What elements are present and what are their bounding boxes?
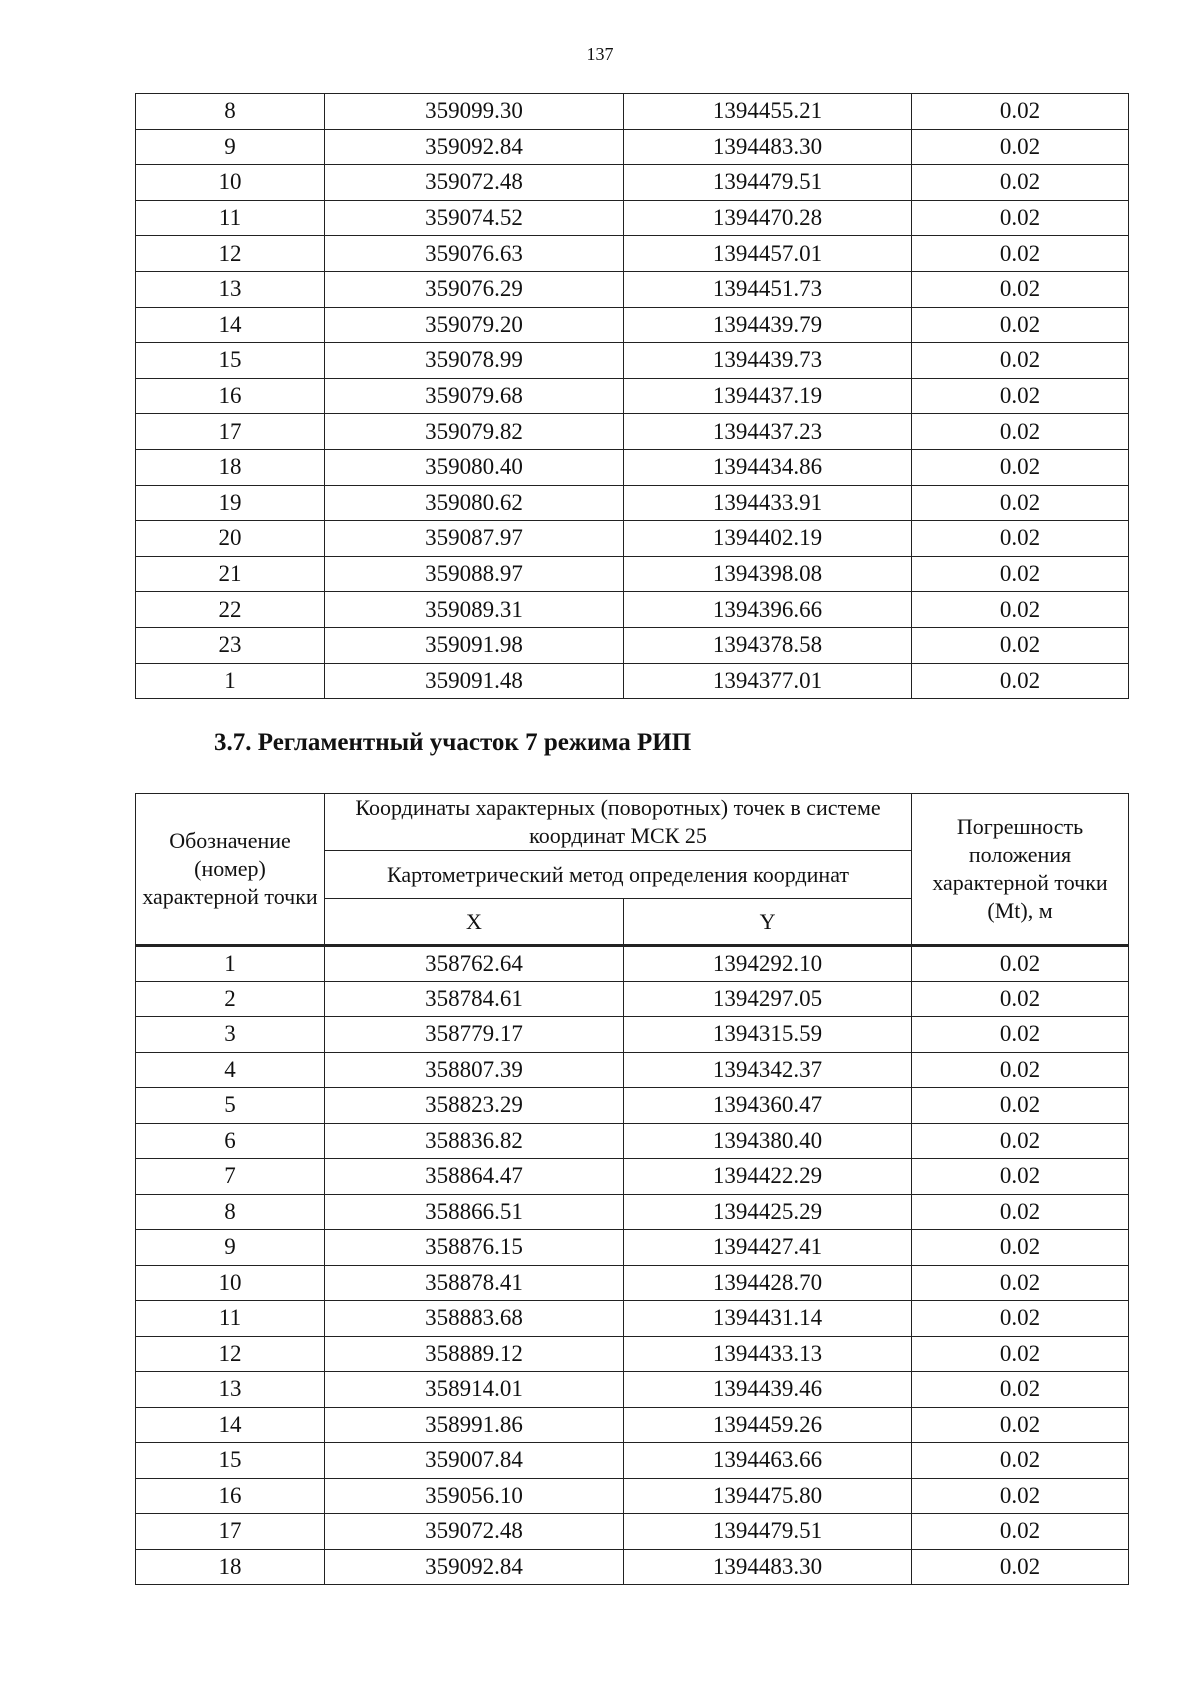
point-number-cell: 17: [136, 1514, 325, 1550]
y-coordinate-cell: 1394437.19: [624, 378, 912, 414]
y-coordinate-cell: 1394315.59: [624, 1017, 912, 1053]
table-row: [136, 307, 1129, 343]
x-coordinate-cell: 359088.97: [325, 556, 624, 592]
position-error-cell: 0.02: [912, 129, 1129, 165]
x-coordinate-cell: 359092.84: [325, 1549, 624, 1585]
header-coordinates-group: Координаты характерных (поворотных) точек в системе координат МСК 25: [325, 794, 912, 851]
point-number-cell: 6: [136, 1123, 325, 1159]
y-coordinate-cell: 1394475.80: [624, 1478, 912, 1514]
y-coordinate-cell: 1394342.37: [624, 1052, 912, 1088]
point-number-cell: 2: [136, 981, 325, 1017]
position-error-cell: 0.02: [912, 1017, 1129, 1053]
table-row: [136, 556, 1129, 592]
table-row: [136, 1443, 1129, 1479]
x-coordinate-cell: 358807.39: [325, 1052, 624, 1088]
y-coordinate-cell: 1394470.28: [624, 200, 912, 236]
point-number-cell: 1: [136, 946, 325, 982]
point-number-cell: 11: [136, 1301, 325, 1337]
table-row: [136, 1052, 1129, 1088]
position-error-cell: 0.02: [912, 1123, 1129, 1159]
point-number-cell: 10: [136, 1265, 325, 1301]
y-coordinate-cell: 1394402.19: [624, 521, 912, 557]
coordinates-table-plot-7: [135, 793, 1129, 1585]
position-error-cell: 0.02: [912, 1407, 1129, 1443]
y-coordinate-cell: 1394483.30: [624, 1549, 912, 1585]
header-x: X: [325, 899, 624, 946]
table-row: [136, 1017, 1129, 1053]
y-coordinate-cell: 1394422.29: [624, 1159, 912, 1195]
point-number-cell: 3: [136, 1017, 325, 1053]
x-coordinate-cell: 359092.84: [325, 129, 624, 165]
position-error-cell: 0.02: [912, 271, 1129, 307]
point-number-cell: 7: [136, 1159, 325, 1195]
position-error-cell: 0.02: [912, 1336, 1129, 1372]
x-coordinate-cell: 359076.63: [325, 236, 624, 272]
position-error-cell: 0.02: [912, 236, 1129, 272]
point-number-cell: 4: [136, 1052, 325, 1088]
point-number-cell: 14: [136, 1407, 325, 1443]
x-coordinate-cell: 359056.10: [325, 1478, 624, 1514]
position-error-cell: 0.02: [912, 663, 1129, 699]
position-error-cell: 0.02: [912, 378, 1129, 414]
x-coordinate-cell: 359079.82: [325, 414, 624, 450]
x-coordinate-cell: 359089.31: [325, 592, 624, 628]
y-coordinate-cell: 1394457.01: [624, 236, 912, 272]
position-error-cell: 0.02: [912, 1301, 1129, 1337]
x-coordinate-cell: 358762.64: [325, 946, 624, 982]
y-coordinate-cell: 1394437.23: [624, 414, 912, 450]
y-coordinate-cell: 1394377.01: [624, 663, 912, 699]
y-coordinate-cell: 1394427.41: [624, 1230, 912, 1266]
table-row: [136, 1336, 1129, 1372]
y-coordinate-cell: 1394463.66: [624, 1443, 912, 1479]
point-number-cell: 22: [136, 592, 325, 628]
point-number-cell: 8: [136, 94, 325, 130]
x-coordinate-cell: 359080.62: [325, 485, 624, 521]
x-coordinate-cell: 358864.47: [325, 1159, 624, 1195]
position-error-cell: 0.02: [912, 946, 1129, 982]
point-number-cell: 18: [136, 1549, 325, 1585]
x-coordinate-cell: 359080.40: [325, 449, 624, 485]
y-coordinate-cell: 1394483.30: [624, 129, 912, 165]
table-row: [136, 236, 1129, 272]
point-number-cell: 18: [136, 449, 325, 485]
y-coordinate-cell: 1394439.79: [624, 307, 912, 343]
y-coordinate-cell: 1394428.70: [624, 1265, 912, 1301]
y-coordinate-cell: 1394479.51: [624, 165, 912, 201]
table-row: [136, 1301, 1129, 1337]
y-coordinate-cell: 1394380.40: [624, 1123, 912, 1159]
point-number-cell: 12: [136, 236, 325, 272]
table2-header: [136, 794, 1129, 946]
y-coordinate-cell: 1394455.21: [624, 94, 912, 130]
position-error-cell: 0.02: [912, 981, 1129, 1017]
point-number-cell: 12: [136, 1336, 325, 1372]
position-error-cell: 0.02: [912, 1230, 1129, 1266]
y-coordinate-cell: 1394398.08: [624, 556, 912, 592]
point-number-cell: 23: [136, 627, 325, 663]
table-row: [136, 1088, 1129, 1124]
point-number-cell: 11: [136, 200, 325, 236]
y-coordinate-cell: 1394297.05: [624, 981, 912, 1017]
table-row: [136, 94, 1129, 130]
table-row: [136, 378, 1129, 414]
position-error-cell: 0.02: [912, 1372, 1129, 1408]
position-error-cell: 0.02: [912, 1443, 1129, 1479]
table-row: [136, 981, 1129, 1017]
position-error-cell: 0.02: [912, 592, 1129, 628]
position-error-cell: 0.02: [912, 521, 1129, 557]
table-row: [136, 485, 1129, 521]
y-coordinate-cell: 1394439.46: [624, 1372, 912, 1408]
x-coordinate-cell: 358914.01: [325, 1372, 624, 1408]
table-row: [136, 129, 1129, 165]
position-error-cell: 0.02: [912, 1514, 1129, 1550]
table-row: [136, 592, 1129, 628]
point-number-cell: 13: [136, 1372, 325, 1408]
table-row: [136, 271, 1129, 307]
x-coordinate-cell: 359087.97: [325, 521, 624, 557]
point-number-cell: 9: [136, 1230, 325, 1266]
position-error-cell: 0.02: [912, 1088, 1129, 1124]
position-error-cell: 0.02: [912, 307, 1129, 343]
point-number-cell: 21: [136, 556, 325, 592]
position-error-cell: 0.02: [912, 1265, 1129, 1301]
header-y: Y: [624, 899, 912, 946]
y-coordinate-cell: 1394396.66: [624, 592, 912, 628]
point-number-cell: 9: [136, 129, 325, 165]
table-row: [136, 1123, 1129, 1159]
table-row: [136, 449, 1129, 485]
point-number-cell: 5: [136, 1088, 325, 1124]
page-number: 137: [586, 44, 614, 64]
position-error-cell: 0.02: [912, 556, 1129, 592]
point-number-cell: 10: [136, 165, 325, 201]
header-position-error: Погрешность положения характерной точки (Mt), м: [912, 794, 1129, 946]
x-coordinate-cell: 359079.68: [325, 378, 624, 414]
table-row: [136, 1194, 1129, 1230]
table-row: [136, 1372, 1129, 1408]
table-row: [136, 1230, 1129, 1266]
position-error-cell: 0.02: [912, 1159, 1129, 1195]
table-row: [136, 1265, 1129, 1301]
x-coordinate-cell: 359074.52: [325, 200, 624, 236]
position-error-cell: 0.02: [912, 449, 1129, 485]
x-coordinate-cell: 359099.30: [325, 94, 624, 130]
position-error-cell: 0.02: [912, 1194, 1129, 1230]
table-row: [136, 1514, 1129, 1550]
table-row: [136, 1407, 1129, 1443]
y-coordinate-cell: 1394434.86: [624, 449, 912, 485]
point-number-cell: 14: [136, 307, 325, 343]
table-row: [136, 1549, 1129, 1585]
x-coordinate-cell: 358883.68: [325, 1301, 624, 1337]
table-row: [136, 946, 1129, 982]
x-coordinate-cell: 359078.99: [325, 343, 624, 379]
x-coordinate-cell: 359091.48: [325, 663, 624, 699]
table-row: [136, 627, 1129, 663]
position-error-cell: 0.02: [912, 485, 1129, 521]
x-coordinate-cell: 358876.15: [325, 1230, 624, 1266]
position-error-cell: 0.02: [912, 627, 1129, 663]
position-error-cell: 0.02: [912, 414, 1129, 450]
point-number-cell: 15: [136, 343, 325, 379]
x-coordinate-cell: 358836.82: [325, 1123, 624, 1159]
x-coordinate-cell: 359072.48: [325, 165, 624, 201]
position-error-cell: 0.02: [912, 94, 1129, 130]
y-coordinate-cell: 1394479.51: [624, 1514, 912, 1550]
table1-body: [136, 94, 1129, 699]
x-coordinate-cell: 358889.12: [325, 1336, 624, 1372]
table-row: [136, 663, 1129, 699]
x-coordinate-cell: 358784.61: [325, 981, 624, 1017]
x-coordinate-cell: 358823.29: [325, 1088, 624, 1124]
table-row: [136, 200, 1129, 236]
y-coordinate-cell: 1394433.91: [624, 485, 912, 521]
y-coordinate-cell: 1394433.13: [624, 1336, 912, 1372]
point-number-cell: 16: [136, 1478, 325, 1514]
point-number-cell: 17: [136, 414, 325, 450]
position-error-cell: 0.02: [912, 200, 1129, 236]
position-error-cell: 0.02: [912, 1549, 1129, 1585]
table2-body: [136, 946, 1129, 1585]
point-number-cell: 16: [136, 378, 325, 414]
point-number-cell: 19: [136, 485, 325, 521]
x-coordinate-cell: 359079.20: [325, 307, 624, 343]
x-coordinate-cell: 358878.41: [325, 1265, 624, 1301]
y-coordinate-cell: 1394425.29: [624, 1194, 912, 1230]
y-coordinate-cell: 1394431.14: [624, 1301, 912, 1337]
y-coordinate-cell: 1394451.73: [624, 271, 912, 307]
position-error-cell: 0.02: [912, 343, 1129, 379]
coordinates-table-continued: [135, 93, 1129, 699]
y-coordinate-cell: 1394459.26: [624, 1407, 912, 1443]
y-coordinate-cell: 1394378.58: [624, 627, 912, 663]
x-coordinate-cell: 358779.17: [325, 1017, 624, 1053]
header-point-designation: Обозначение (номер) характерной точки: [136, 794, 325, 946]
x-coordinate-cell: 359091.98: [325, 627, 624, 663]
y-coordinate-cell: 1394292.10: [624, 946, 912, 982]
y-coordinate-cell: 1394360.47: [624, 1088, 912, 1124]
position-error-cell: 0.02: [912, 165, 1129, 201]
section-heading: 3.7. Регламентный участок 7 режима РИП: [214, 729, 692, 756]
position-error-cell: 0.02: [912, 1052, 1129, 1088]
header-method: Картометрический метод определения координат: [325, 851, 912, 899]
table-row: [136, 165, 1129, 201]
x-coordinate-cell: 359072.48: [325, 1514, 624, 1550]
point-number-cell: 20: [136, 521, 325, 557]
table-row: [136, 343, 1129, 379]
table-row: [136, 1159, 1129, 1195]
point-number-cell: 15: [136, 1443, 325, 1479]
point-number-cell: 1: [136, 663, 325, 699]
point-number-cell: 13: [136, 271, 325, 307]
position-error-cell: 0.02: [912, 1478, 1129, 1514]
x-coordinate-cell: 359007.84: [325, 1443, 624, 1479]
table-row: [136, 521, 1129, 557]
y-coordinate-cell: 1394439.73: [624, 343, 912, 379]
point-number-cell: 8: [136, 1194, 325, 1230]
x-coordinate-cell: 358866.51: [325, 1194, 624, 1230]
table-row: [136, 414, 1129, 450]
table-row: [136, 1478, 1129, 1514]
x-coordinate-cell: 358991.86: [325, 1407, 624, 1443]
x-coordinate-cell: 359076.29: [325, 271, 624, 307]
